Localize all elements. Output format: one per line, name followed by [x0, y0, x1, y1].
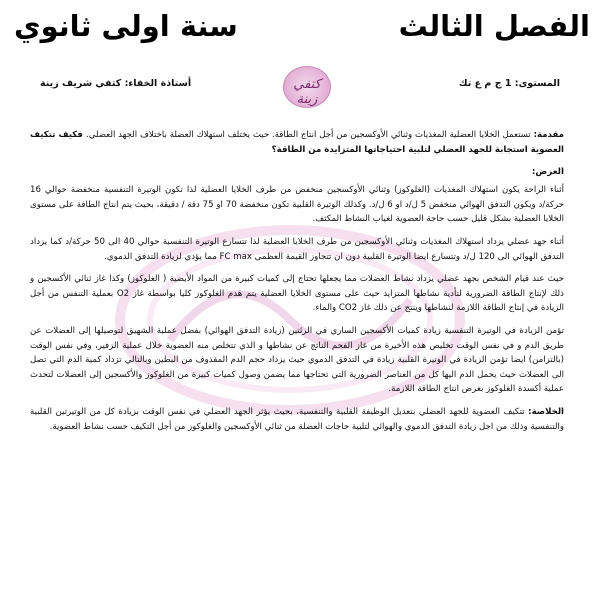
document-body — [30, 128, 564, 442]
intro-paragraph — [30, 128, 564, 157]
conclusion-text: تتكيف العضوية للجهد العضلي بتعديل الوظيفة القلبية والتنفسية، بحيث يؤثر الجهد العضلي في نفس الوقت بزيادة كل من الوتيرتين القلبية والتنفسية وذلك من اجل زيادة التدفق الدموي والهوائي لتلبية حاجات العضلة من ثنائي الأوكسجين والغلوكوز من أجل التكيف حسب نشاط العضوية. — [30, 406, 564, 432]
paragraph-adaptation: تؤمن الزيادة في الوتيرة التنفسية زيادة كميات الأكسجين الساري في الرئتين (زيادة التدفق الهوائي) بفضل عملية الشهيق لتوصيلها إلى العضلات عن طريق الدم و في نفس الوقت تخليص هذه الأخيرة من غاز الفحم الناتج عن نشاطها و الذي تتخلص منه العضوية خلال عملية الزفير، وفي نفس الوقت (بالتزامن) ايضا تؤمن الزيادة في الوتيرة القلبية زيادة في التدفق الدموي حيث يزداد حجم الدم المقذوف من البطين وبالتالي تزداد كمية الدم التي تصل الى العضلات حيث يحمل الدم اليها كل من العناصر الضرورية التي تحتاجها مما يضمن وصول كميات كبيرة من الغلوكوز والأكسجين إلى العضلات لتحدث عملية أكسدة الغلوكوز بغرض انتاج الطاقة اللازمة. — [30, 325, 564, 395]
intro-lead: مقدمة: — [533, 130, 565, 140]
year-title: سنة اولى ثانوي — [14, 9, 238, 43]
teacher-label: أستاذة الخفاء: كتفي شريف زينة — [40, 78, 192, 89]
level-label: المستوى: 1 ج م ع تك — [458, 78, 560, 89]
paragraph-metabolism: حيث عند قيام الشخص بجهد عضلي يزداد نشاط العضلات مما يجعلها تحتاج إلى كميات كبيرة من المواد الأيضية ( الغلوكوز) وكذا غاز ثنائي الأكسجين و ذلك لإنتاج الطاقة الضرورية لتأدية نشاطها المتزايد حيث على مستوى الخلايا العضلية يتم هدم الغلوكوز كليا بواسطة غاز O2 بعملية التنفس من أجل الزيادة في إنتاج الطاقة اللازمة لنشاطها وينتج عن ذلك غاز CO2 والماء. — [30, 274, 564, 314]
paragraph-rest: أثناء الراحة يكون استهلاك المغذيات (الغلوكوز) وثنائي الأوكسجين منخفض من طرف الخلايا العضلية لذا تكون الوتيرة التنفسية منخفضة حوالي 16 حركة/د ويكون التدفق الهوائي منخفض 5 ل/د او 6 ل/د. وكذلك الوتيرة القلبية تكون منخفضة 70 او 75 دقة / دقيقة، بحيث يتم انتاج الطاقة على مستوى الخلايا العضلية بشكل قليل حسب حاجة العضوية لغياب النشاط المكثف. — [30, 185, 564, 225]
logo-text: كتفي زينة — [293, 77, 321, 107]
teacher-logo-icon — [283, 66, 331, 108]
intro-question: فكيف تتكيف العضوية استجابة للجهد العضلي لتلبية احتياجاتها المتزايدة من الطاقة؟ — [30, 130, 564, 155]
body-heading: العرض: — [531, 167, 564, 178]
paragraph-effort: أثناء جهد عضلي يزداد استهلاك المغذيات وثنائي الأوكسجين من طرف الخلايا العضلية لذا تتسارع الوتيرة التنفسية حوالي 40 الى 50 حركة/د كما يزداد التدفق الهوائي الى 120 ل/د وتتسارع ايضا الوتيرة القلبية دون ان تتجاوز القيمة العظمى FC max مما يؤدي لزيادة التدفق الدموي. — [30, 236, 564, 262]
chapter-title: الفصل الثالث — [398, 9, 590, 43]
conclusion-lead: الخلاصة: — [528, 406, 564, 417]
intro-text: تستعمل الخلايا العضلية المغذيات وثنائي الأوكسجين من أجل انتاج الطاقة. حيث يختلف استهلاك العضلة باختلاف الجهد العضلي. — [85, 130, 534, 140]
conclusion-paragraph — [30, 405, 564, 434]
